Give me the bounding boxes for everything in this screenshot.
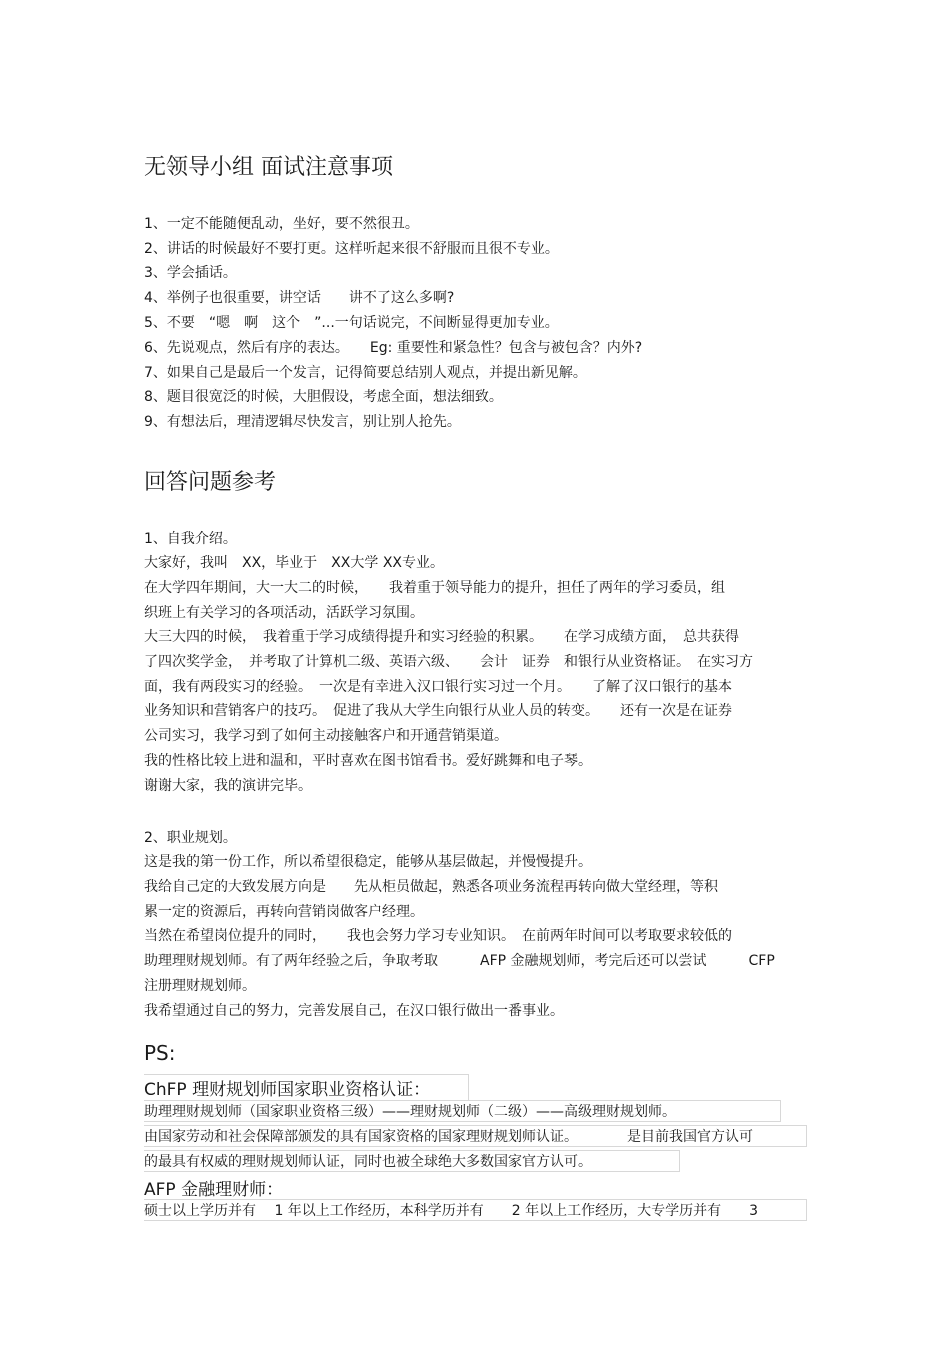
paragraph-line: 大三大四的时候， 我着重于学习成绩得提升和实习经验的积累。 在学习成绩方面， 总共获得 <box>144 629 739 645</box>
chfp-line: 由国家劳动和社会保障部颁发的具有国家资格的国家理财规划师认证。 是目前我国官方认可 <box>144 1125 807 1147</box>
chfp-line: 助理理财规划师（国家职业资格三级）——理财规划师（二级）——高级理财规划师。 <box>144 1100 781 1122</box>
paragraph-line: 公司实习，我学习到了如何主动接触客户和开通营销渠道。 <box>144 728 508 744</box>
chfp-line: 的最具有权威的理财规划师认证，同时也被全球绝大多数国家官方认可。 <box>144 1150 680 1172</box>
paragraph-line: 注册理财规划师。 <box>144 978 256 994</box>
paragraph-line: 面，我有两段实习的经验。 一次是有幸进入汉口银行实习过一个月。 了解了汉口银行的基本 <box>144 679 732 695</box>
list-item: 1、一定不能随便乱动，坐好，要不然很丑。 <box>144 216 419 232</box>
paragraph-line: 了四次奖学金， 并考取了计算机二级、英语六级、 会计 证券 和银行从业资格证。 在实习方 <box>144 654 753 670</box>
paragraph-line: 助理理财规划师。有了两年经验之后，争取考取 AFP 金融规划师，考完后还可以尝试 CFP <box>144 953 775 969</box>
paragraph-line: 这是我的第一份工作，所以希望很稳定，能够从基层做起，并慢慢提升。 <box>144 854 592 870</box>
afp-line: 硕士以上学历并有 1 年以上工作经历，本科学历并有 2 年以上工作经历，大专学历并有 3 <box>144 1199 807 1221</box>
paragraph-line: 我的性格比较上进和温和，平时喜欢在图书馆看书。爱好跳舞和电子琴。 <box>144 753 592 769</box>
paragraph-line: 2、职业规划。 <box>144 830 237 846</box>
paragraph-line: 1、自我介绍。 <box>144 531 237 547</box>
paragraph-line: 我希望通过自己的努力，完善发展自己，在汉口银行做出一番事业。 <box>144 1003 564 1019</box>
list-item: 9、有想法后，理清逻辑尽快发言，别让别人抢先。 <box>144 414 461 430</box>
paragraph-line: 累一定的资源后，再转向营销岗做客户经理。 <box>144 904 424 920</box>
paragraph-line: 在大学四年期间，大一大二的时候， 我着重于领导能力的提升，担任了两年的学习委员，组 <box>144 580 725 596</box>
section-title-answers: 回答问题参考 <box>144 470 277 495</box>
list-item: 5、不要 “嗯 啊 这个 ”...一句话说完，不间断显得更加专业。 <box>144 315 559 331</box>
paragraph-line: 大家好，我叫 XX，毕业于 XX大学 XX专业。 <box>144 555 444 571</box>
list-item: 7、如果自己是最后一个发言，记得简要总结别人观点，并提出新见解。 <box>144 365 587 381</box>
list-item: 3、学会插话。 <box>144 265 237 281</box>
afp-heading: AFP 金融理财师： <box>144 1180 284 1200</box>
paragraph-line: 我给自己定的大致发展方向是 先从柜员做起，熟悉各项业务流程再转向做大堂经理，等积 <box>144 879 718 895</box>
page-title-interview-notes: 无领导小组 面试注意事项 <box>144 155 393 180</box>
list-item: 6、先说观点，然后有序的表达。 Eg: 重要性和紧急性？包含与被包含？内外? <box>144 340 643 356</box>
chfp-heading: ChFP 理财规划师国家职业资格认证： <box>144 1074 469 1101</box>
paragraph-line: 当然在希望岗位提升的同时， 我也会努力学习专业知识。 在前两年时间可以考取要求较低的 <box>144 928 732 944</box>
paragraph-line: 业务知识和营销客户的技巧。 促进了我从大学生向银行从业人员的转变。 还有一次是在证券 <box>144 703 732 719</box>
paragraph-line: 谢谢大家，我的演讲完毕。 <box>144 778 312 794</box>
list-item: 8、题目很宽泛的时候，大胆假设，考虑全面，想法细致。 <box>144 389 503 405</box>
paragraph-line: 织班上有关学习的各项活动，活跃学习氛围。 <box>144 605 424 621</box>
list-item: 2、讲话的时候最好不要打更。这样听起来很不舒服而且很不专业。 <box>144 241 559 257</box>
list-item: 4、举例子也很重要，讲空话 讲不了这么多啊? <box>144 290 455 306</box>
ps-label: PS: <box>144 1041 176 1065</box>
